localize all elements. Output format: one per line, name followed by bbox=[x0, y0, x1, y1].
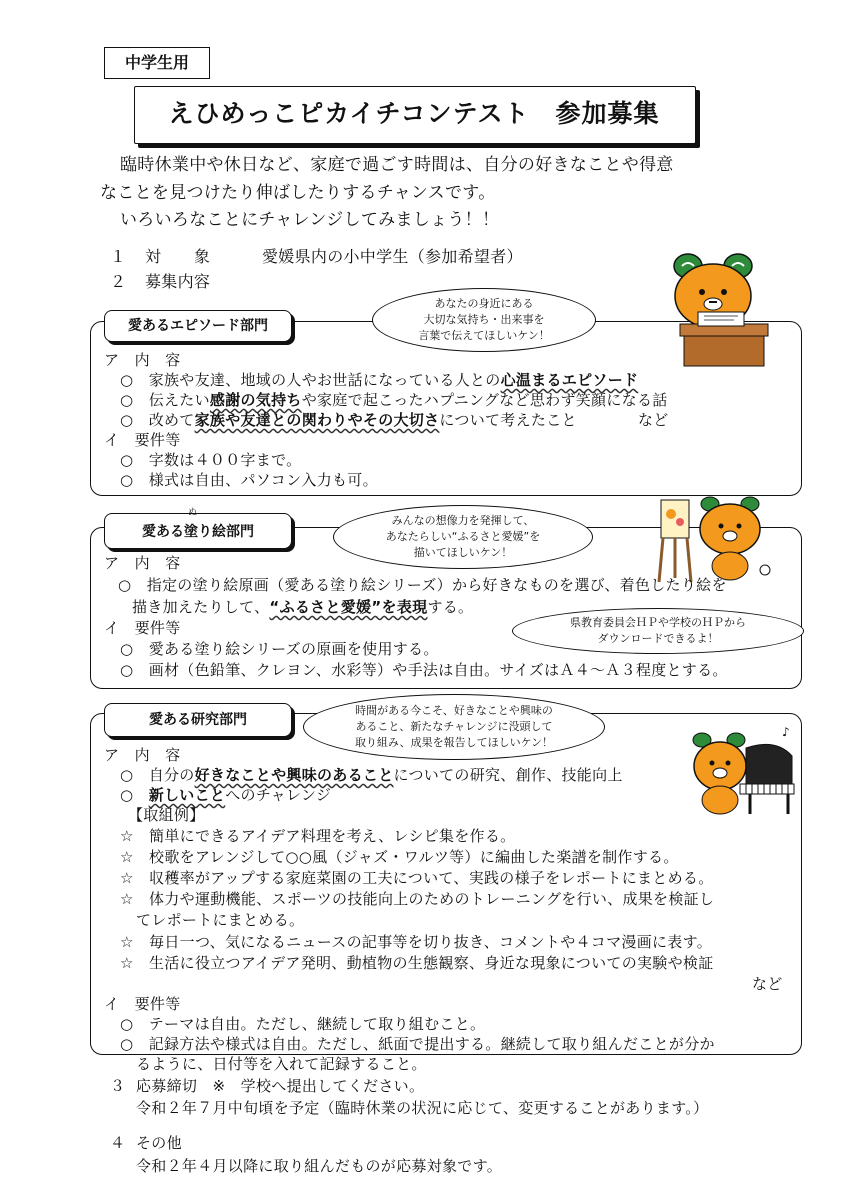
research-example-6: ☆ 生活に役立つアイデア発明、動植物の生態観察、身近な現象についての実験や検証 bbox=[120, 954, 714, 972]
research-req-2-cont: るように、日付等を入れて記録すること。 bbox=[136, 1055, 427, 1073]
item3-line-1: 応募締切 ※ 学校へ提出してください。 bbox=[136, 1077, 425, 1095]
page-title: えひめっこピカイチコンテスト 参加募集 bbox=[168, 99, 660, 128]
nurie-item1-text-a: 描き加えたりして、 bbox=[132, 598, 270, 616]
item4-number: ４ bbox=[110, 1134, 126, 1152]
intro-line-3: いろいろなことにチャレンジしてみましょう！！ bbox=[120, 210, 500, 230]
item2-label: 募集内容 bbox=[145, 272, 211, 291]
grade-label: 中学生用 bbox=[104, 47, 210, 79]
nurie-content-item-1-cont bbox=[132, 597, 473, 617]
nurie-bubble-line-2: あなたらしい“ふるさと愛媛”を bbox=[385, 530, 541, 543]
episode-item2-highlight: 感謝の気持ち bbox=[209, 391, 302, 409]
episode-req-2: ○ 様式は自由、パソコン入力も可。 bbox=[120, 471, 378, 489]
episode-content-heading: ア 内 容 bbox=[104, 351, 181, 369]
nurie-content-item-1: ○ 指定の塗り絵原画（愛ある塗り絵シリーズ）から好きなものを選び、着色したり絵を bbox=[118, 576, 727, 594]
mikyan-painting-illustration bbox=[655, 494, 780, 584]
nurie-req-1: ○ 愛ある塗り絵シリーズの原画を使用する。 bbox=[120, 640, 439, 658]
item3-number: ３ bbox=[110, 1077, 126, 1095]
mikyan-writing-illustration bbox=[660, 238, 770, 368]
research-example-3: ☆ 収穫率がアップする家庭菜園の工夫について、実践の様子をレポートにまとめる。 bbox=[120, 869, 714, 887]
nurie-bubble-line-3: 描いてほしいケン！ bbox=[413, 546, 513, 559]
nurie-tab bbox=[104, 513, 292, 549]
episode-item1-highlight: 心温まるエピソード bbox=[500, 371, 639, 389]
nurie-speech-bubble bbox=[333, 505, 593, 569]
episode-content-item-2 bbox=[120, 390, 668, 410]
research-example-4: ☆ 体力や運動機能、スポーツの技能向上のためのトレーニングを行い、成果を検証し bbox=[120, 890, 715, 908]
research-content-item-2 bbox=[120, 785, 331, 805]
research-bubble-line-2: あること、新たなチャレンジに没頭して bbox=[355, 720, 553, 733]
research-req-heading: イ 要件等 bbox=[104, 995, 181, 1013]
nurie-req-2: ○ 画材（色鉛筆、クレヨン、水彩等）や手法は自由。サイズはＡ４～Ａ３程度とする。 bbox=[120, 661, 728, 679]
research-example-5: ☆ 毎日一つ、気になるニュースの記事等を切り抜き、コメントや４コマ漫画に表す。 bbox=[120, 933, 713, 951]
research-item2-text-b: へのチャレンジ bbox=[225, 786, 332, 804]
nurie-download-bubble bbox=[512, 608, 804, 654]
item4-line-1: 令和２年４月以降に取り組んだものが応募対象です。 bbox=[136, 1157, 503, 1175]
item3-line-2: 令和２年７月中旬頃を予定（臨時休業の状況に応じて、変更することがあります。） bbox=[136, 1099, 709, 1117]
intro-line-2: なことを見つけたり伸ばしたりするチャンスです。 bbox=[100, 183, 496, 203]
episode-item3-text-b: について考えたこと など bbox=[439, 411, 669, 429]
title-banner bbox=[134, 86, 694, 142]
research-content-heading: ア 内 容 bbox=[104, 746, 181, 764]
research-req-2: ○ 記録方法や様式は自由。ただし、紙面で提出する。継続して取り組んだことが分か bbox=[120, 1035, 715, 1053]
episode-item3-highlight: 家族や友達との関わりやその大切さ bbox=[194, 411, 440, 429]
research-example-1: ☆ 簡単にできるアイデア料理を考え、レシピ集を作る。 bbox=[120, 827, 516, 845]
research-bubble-line-1: 時間がある今こそ、好きなことや興味の bbox=[355, 704, 553, 717]
research-example-2: ☆ 校歌をアレンジして○○風（ジャズ・ワルツ等）に編曲した楽譜を制作する。 bbox=[120, 848, 679, 866]
episode-item3-text-a: ○ 改めて bbox=[120, 411, 195, 429]
episode-content-item-1 bbox=[120, 370, 638, 390]
research-example-6-cont: など bbox=[752, 975, 783, 993]
nurie-bubble-line-1: みんなの想像力を発揮して、 bbox=[391, 514, 535, 527]
nurie-ruby: ぬ bbox=[188, 508, 198, 518]
nurie-tab-label: 愛ある塗り絵部門 bbox=[142, 524, 254, 540]
research-item1-text-b: についての研究、創作、技能向上 bbox=[393, 766, 623, 784]
episode-req-1: ○ 字数は４００字まで。 bbox=[120, 451, 302, 469]
episode-content-item-3 bbox=[120, 410, 669, 430]
research-content-item-1 bbox=[120, 765, 623, 785]
research-item2-text-a: ○ bbox=[120, 786, 149, 804]
research-item1-text-a: ○ 自分の bbox=[120, 766, 195, 784]
svg-text:♪: ♪ bbox=[782, 725, 790, 739]
nurie-item1-highlight: “ふるさと愛媛”を表現 bbox=[269, 598, 428, 616]
episode-speech-bubble bbox=[372, 288, 596, 352]
mikyan-piano-illustration bbox=[690, 718, 800, 818]
nurie-item1-text-b: する。 bbox=[427, 598, 474, 616]
episode-bubble-line-2: 大切な気持ち・出来事を bbox=[423, 313, 545, 326]
episode-item2-text-b: や家庭で起こったハプニングなど思わず笑顔になる話 bbox=[301, 391, 668, 409]
nurie-bubble2-line-2: ダウンロードできるよ！ bbox=[597, 632, 719, 645]
item2-number: ２ bbox=[110, 272, 127, 291]
item1-number: １ bbox=[110, 247, 127, 266]
item1-label: 対 象 bbox=[145, 247, 211, 266]
research-bubble-line-3: 取り組み、成果を報告してほしいケン！ bbox=[354, 736, 554, 749]
research-examples-heading: 【取組例】 bbox=[128, 806, 205, 824]
research-speech-bubble bbox=[303, 694, 605, 760]
nurie-content-heading: ア 内 容 bbox=[104, 554, 181, 572]
episode-req-heading: イ 要件等 bbox=[104, 431, 181, 449]
episode-bubble-line-1: あなたの身近にある bbox=[434, 297, 534, 310]
episode-item2-text-a: ○ 伝えたい bbox=[120, 391, 210, 409]
research-tab: 愛ある研究部門 bbox=[104, 703, 292, 737]
research-example-4-cont: てレポートにまとめる。 bbox=[136, 911, 305, 929]
episode-tab: 愛あるエピソード部門 bbox=[104, 310, 292, 342]
episode-bubble-line-3: 言葉で伝えてほしいケン！ bbox=[418, 329, 550, 342]
item1-value: 愛媛県内の小中学生（参加希望者） bbox=[262, 247, 523, 266]
item4-label: その他 bbox=[136, 1134, 182, 1152]
intro-line-1: 臨時休業中や休日など、家庭で過ごす時間は、自分の好きなことや得意 bbox=[120, 155, 674, 175]
research-req-1: ○ テーマは自由。ただし、継続して取り組むこと。 bbox=[120, 1015, 486, 1033]
research-item2-highlight: 新しいこと bbox=[148, 786, 226, 804]
research-item1-highlight: 好きなことや興味のあること bbox=[194, 766, 394, 784]
episode-item1-text: ○ 家族や友達、地域の人やお世話になっている人との bbox=[120, 371, 501, 389]
nurie-bubble2-line-1: 県教育委員会ＨＰや学校のＨＰから bbox=[570, 616, 746, 629]
nurie-req-heading: イ 要件等 bbox=[104, 619, 181, 637]
